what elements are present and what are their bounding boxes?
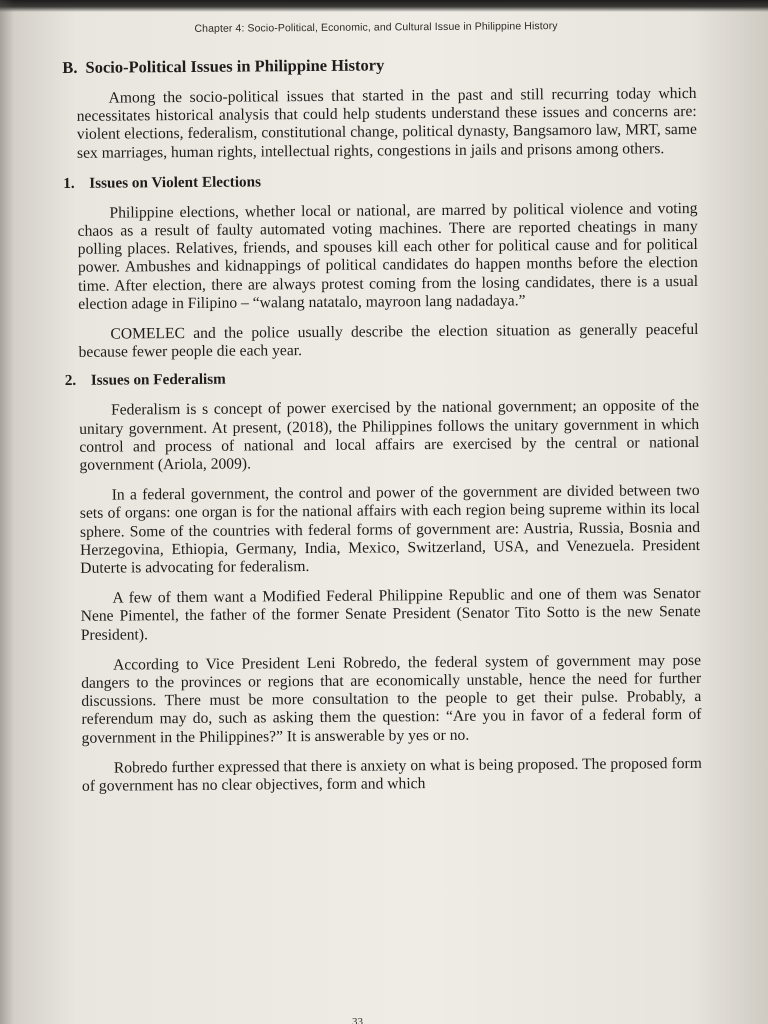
running-header: Chapter 4: Socio-Political, Economic, and Cultural Issue in Philippine History xyxy=(194,20,558,35)
paragraph: Robredo further expressed that there is anxiety on what is being proposed. The proposed form of government has no clear objectives, form and which xyxy=(81,754,702,795)
paragraph: COMELEC and the police usually describe the election situation as generally peaceful because fewer people die each year. xyxy=(78,320,699,362)
page-number: 33 xyxy=(352,1016,363,1024)
paragraph: Federalism is s concept of power exercised by the national government; an opposite of the unitary government. At present, (2018), the Philippines follows the unitary government in which control and process of national and local affairs are exercised by the central or national government (Ariola, 2009). xyxy=(79,397,700,474)
section-title xyxy=(62,53,696,78)
paragraph: In a federal government, the control and power of the government are divided between two sets of organs: one organ is for the national affairs with each region being supreme within its local sphere. Some of the countries with federal forms of government are: Austria, Russia, Bosnia and Herzegovina, Ethiopia, Germany, India, Mexico, Switzerland, USA, and Venezuela. President Duterte is advocating for federalism. xyxy=(79,482,701,577)
section-letter: B. xyxy=(62,57,78,77)
paragraph: According to Vice President Leni Robredo, the federal system of government may pose dangers to the provinces or regions that are economically unstable, hence the need for further discussions. There must be more consultation to the people to get their pulse. Probably, a referendum may do, such as asking them the question: “Are you in favor of a federal form of government in the Philippines?” It is answerable by yes or no. xyxy=(81,651,702,747)
intro-paragraph: Among the socio-political issues that started in the past and still recurring today which necessitates historical analysis that could help students understand these issues and concerns are: violent elections, federalism, constitutional change, political dynasty, Bangsamoro law, MRT, same sex marriages, human rights, intellectual rights, congestions in jails and prisons among others. xyxy=(76,84,697,162)
paragraph: Philippine elections, whether local or national, are marred by political violence and voting chaos as a result of faulty automated voting machines. There are reported cheatings in many polling places. Relatives, friends, and spouses kill each other for political cause and for political power. Ambushes and kidnappings of political candidates do happen months before the election time. After election, there are always protest coming from the losing candidates, there is a usual election adage in Filipino – “walang natatalo, mayroon lang nadadaya.” xyxy=(77,199,699,313)
issue-heading-text: Issues on Federalism xyxy=(90,371,226,390)
page-edge-shadow xyxy=(0,0,14,1024)
issue-heading-text: Issues on Violent Elections xyxy=(89,173,262,192)
issue-heading-federalism xyxy=(65,367,699,390)
paragraph: A few of them want a Modified Federal Philippine Republic and one of them was Senator Nene Pimentel, the father of the former Senate President (Senator Tito Sotto is the new Senate President). xyxy=(80,585,701,644)
issue-number: 2. xyxy=(64,372,77,390)
section-title-text: Socio-Political Issues in Philippine History xyxy=(85,55,385,77)
issue-heading-violent-elections xyxy=(63,170,697,193)
top-shadow xyxy=(0,0,768,12)
issue-number: 1. xyxy=(63,174,75,192)
document-page xyxy=(56,19,702,808)
